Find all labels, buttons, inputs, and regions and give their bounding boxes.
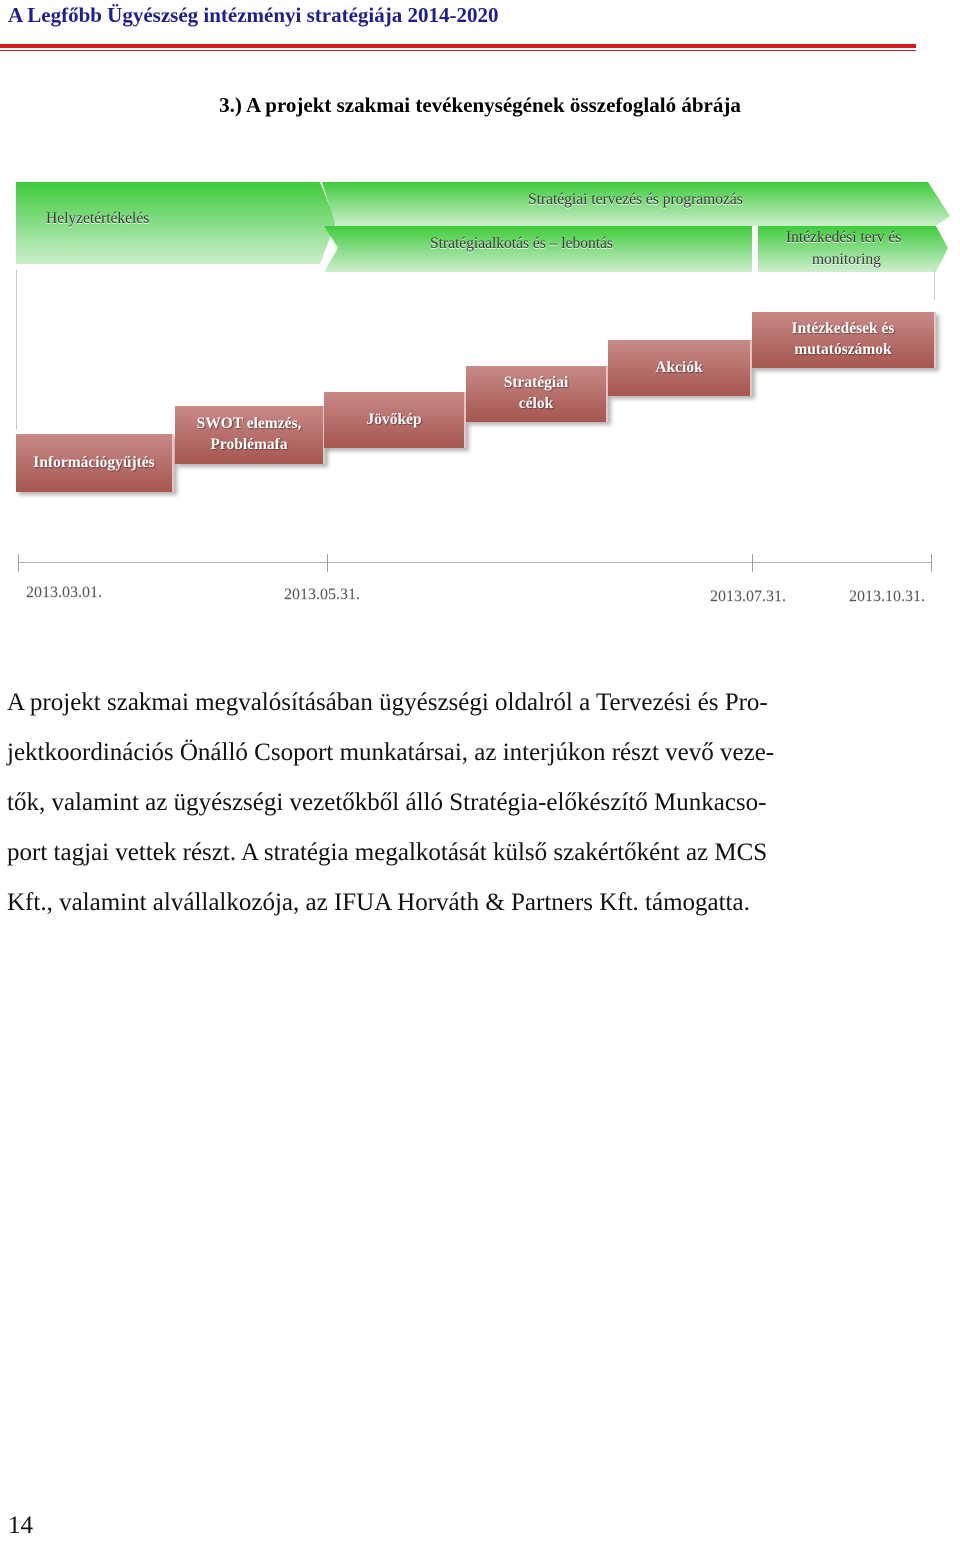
step-information-gathering: Információgyűjtés [16,434,174,492]
page-number: 14 [8,1512,33,1539]
timeline-tick [752,554,753,572]
header-divider-thin [0,50,916,51]
step-strategic-goals: Stratégiai célok [466,366,608,422]
project-timeline-diagram [0,170,960,630]
step-actions: Akciók [608,340,752,396]
step-swot: SWOT elemzés, Problémafa [175,406,325,464]
body-paragraph [7,678,913,928]
banner-action-plan-label-1: Intézkedési terv és [786,229,902,246]
banner-strategy-making-label: Stratégiaalkotás és – lebontás [430,235,613,252]
paragraph-line: port tagjai vettek részt. A stratégia megalkotását külső szakértőként az MCS [7,839,768,866]
document-header-title: A Legfőbb Ügyészség intézményi stratégiája 2014-2020 [8,3,499,27]
banner-action-plan-label-2: monitoring [812,251,881,268]
paragraph-line: jektkoordinációs Önálló Csoport munkatársai, az interjúkon részt vevő veze- [7,739,775,766]
timeline-tick [327,554,328,572]
timeline-date: 2013.10.31. [849,588,925,605]
paragraph-line: tők, valamint az ügyészségi vezetőkből álló Stratégia-előkészítő Munkacso- [7,789,767,816]
banner-situation-label: Helyzetértékelés [46,210,150,227]
section-title: 3.) A projekt szakmai tevékenységének összefoglaló ábrája [219,93,741,117]
step-measures: Intézkedések és mutatószámok [752,312,936,368]
step-vision: Jövőkép [324,392,466,448]
banner-planning-label: Stratégiai tervezés és programozás [528,191,743,208]
paragraph-line: A projekt szakmai megvalósításában ügyészségi oldalról a Tervezési és Pro- [7,689,768,716]
guide-line [16,270,17,430]
timeline-date: 2013.03.01. [26,584,102,601]
timeline-tick [931,554,932,572]
paragraph-line: Kft., valamint alvállalkozója, az IFUA Horváth & Partners Kft. támogatta. [7,889,750,916]
timeline-date: 2013.07.31. [710,588,786,605]
header-divider [0,44,916,48]
timeline-tick [18,554,19,572]
guide-line [934,270,935,300]
timeline-axis [18,562,932,563]
timeline-date: 2013.05.31. [284,586,360,603]
